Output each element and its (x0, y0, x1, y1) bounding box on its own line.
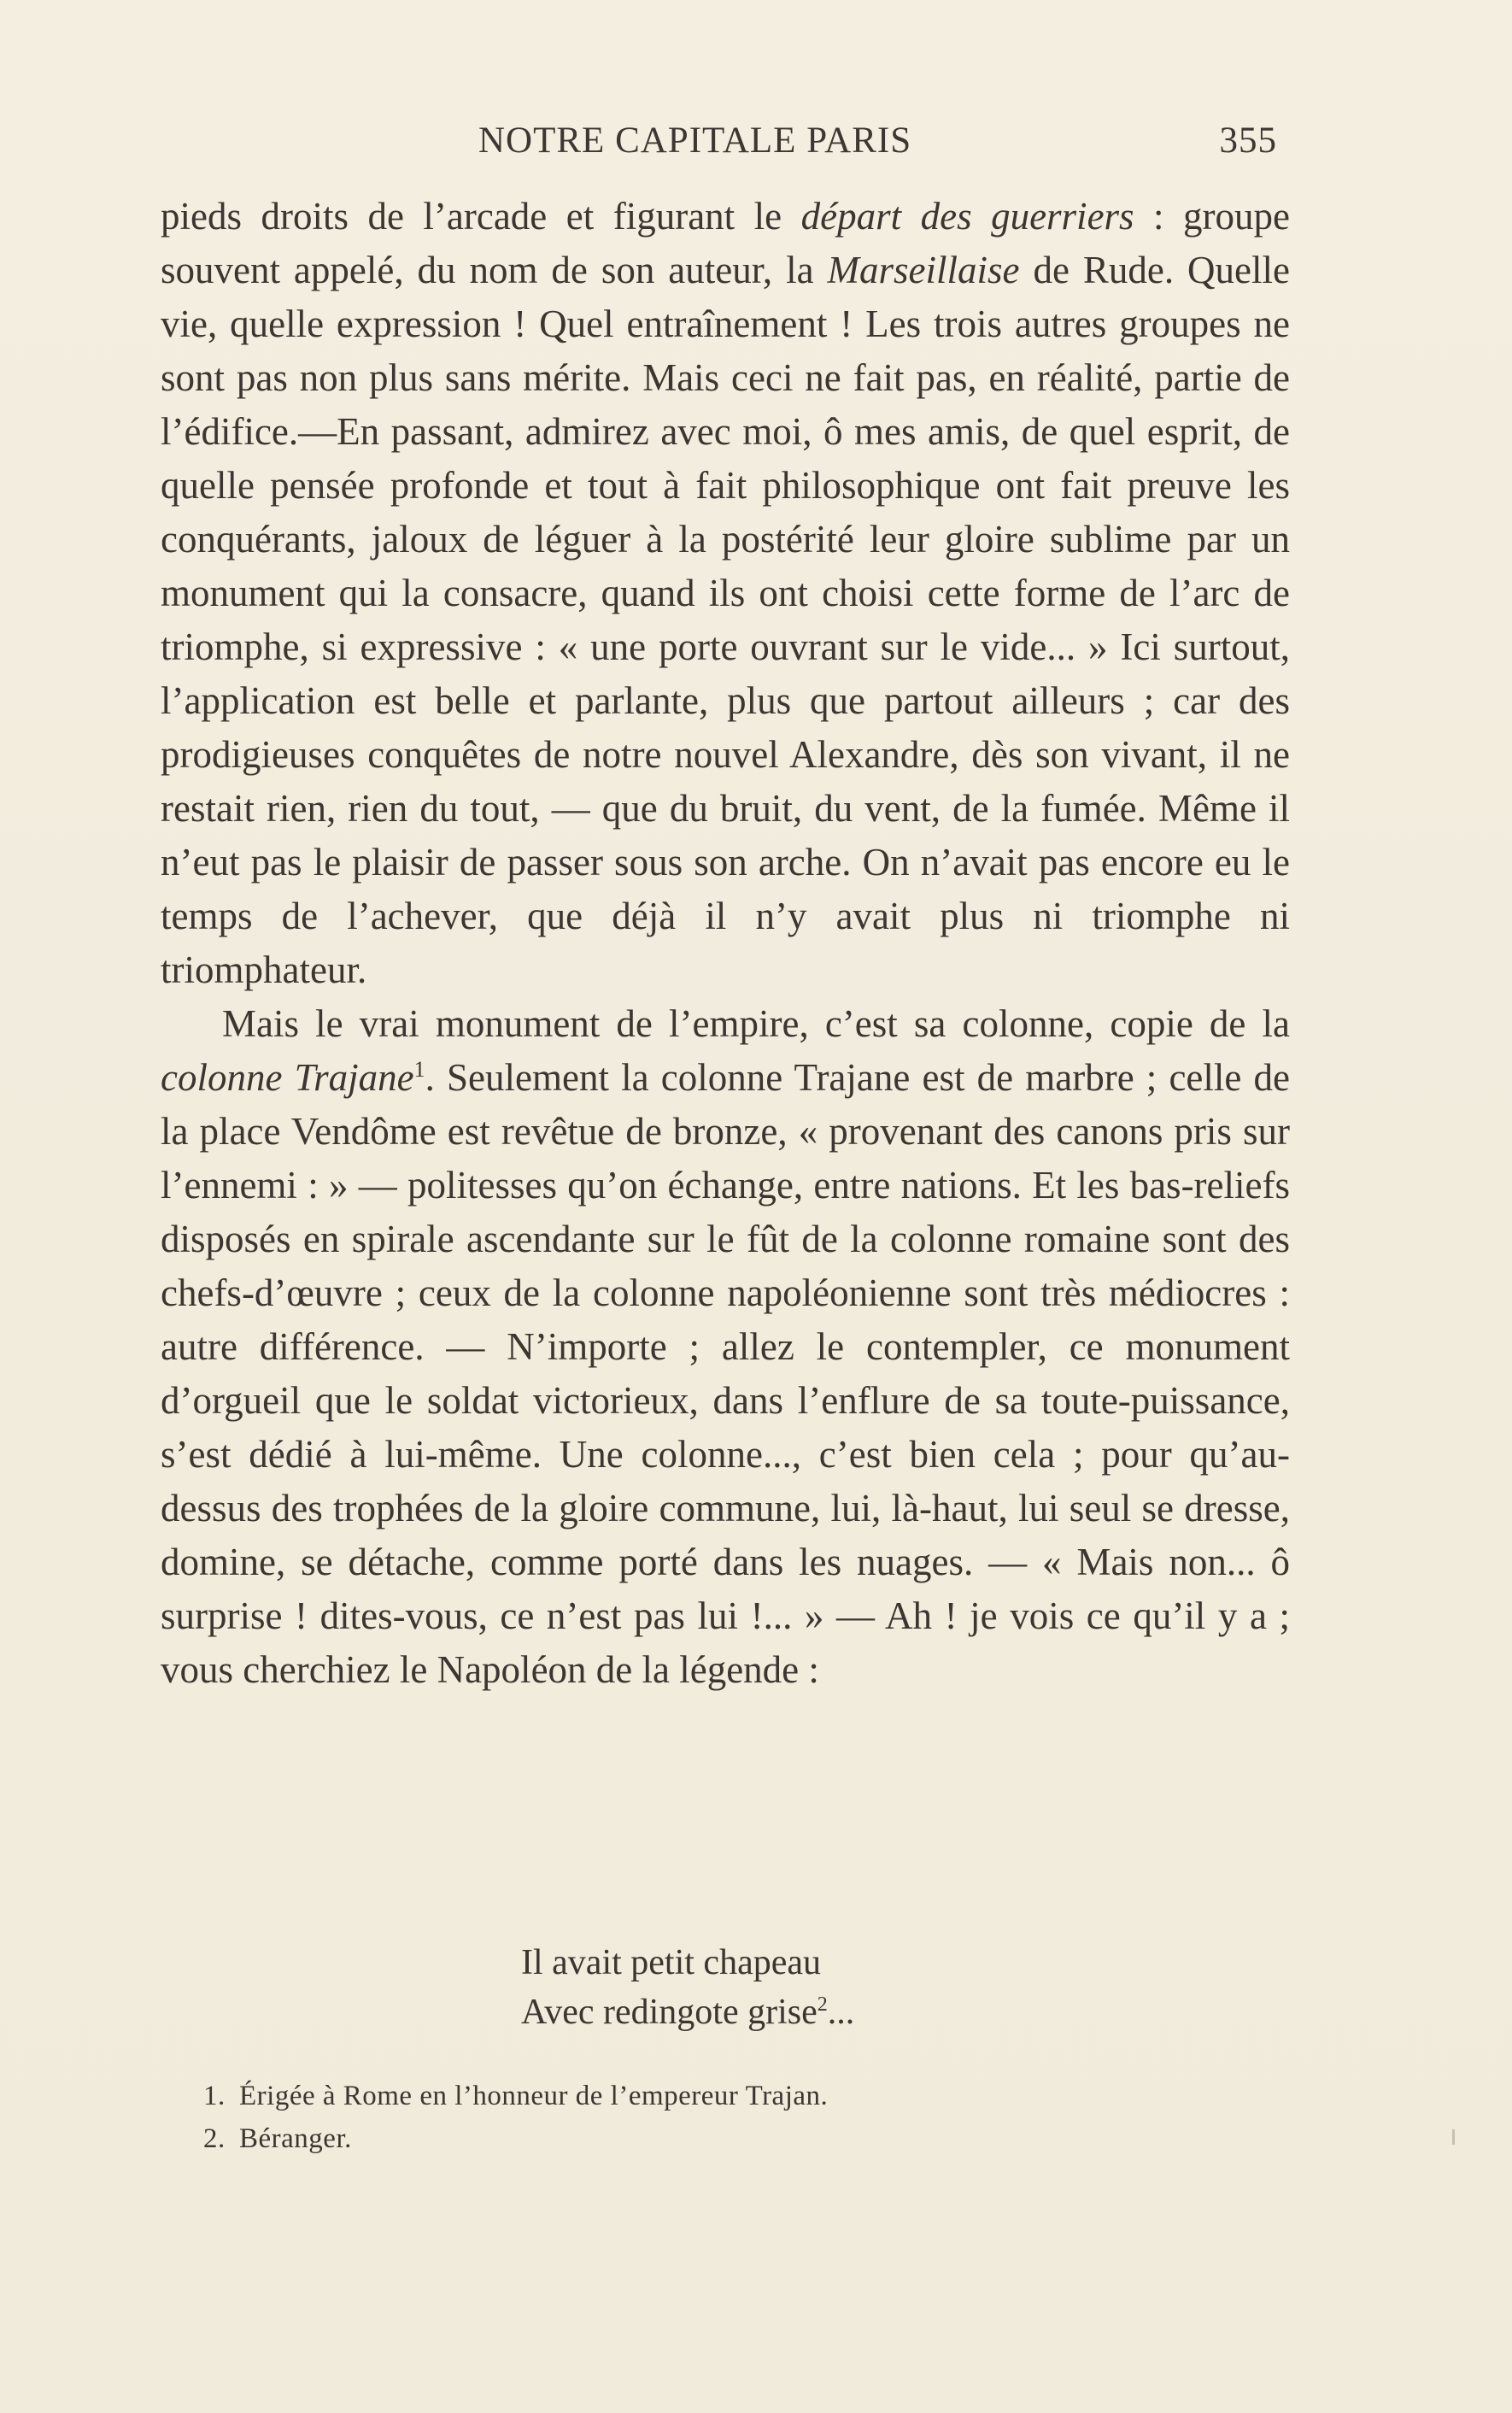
footnote-2-text: Béranger. (239, 2123, 352, 2154)
verse-line-1: Il avait petit chapeau (521, 1943, 821, 1982)
p1-italic-depart: départ des guerriers (800, 195, 1134, 238)
verse-quote (521, 1938, 854, 2037)
paragraph-2 (161, 997, 1290, 1697)
margin-mark (1452, 2129, 1455, 2145)
footnote-ref-1: 1 (413, 1057, 425, 1082)
footnotes (203, 2075, 828, 2160)
p1-text-c: de Rude. Quelle vie, quelle expression ! Quel entraînement ! Les trois autres groupes ne sont pas non plus sans mérite. Mais ceci ne fait pas, en réalité, partie de l’édifice.—En passant, admirez avec moi, ô mes amis, de quel esprit, de quelle pensée profonde et tout à fait philosophique ont fait preuve les conquérants, jaloux de léguer à la postérité leur gloire sublime par un monument qui la consacre, quand ils ont choisi cette forme de l’arc de triomphe, si expressive : « une porte ouvrant sur le vide... » Ici surtout, l’application est belle et parlante, plus que partout ailleurs ; car des prodigieuses conquêtes de notre nouvel Alexandre, dès son vivant, il ne restait rien, rien du tout, — que du bruit, du vent, de la fumée. Même il n’eut pas le plaisir de passer sous son arche. On n’avait pas encore eu le temps de l’achever, que déjà il n’y avait plus ni triomphe ni triomphateur. (161, 249, 1290, 991)
page-number: 355 (1219, 120, 1277, 161)
body-text (161, 190, 1290, 1697)
p1-text-a: pieds droits de l’arcade et figurant le (161, 195, 801, 238)
running-head (478, 120, 1277, 171)
p2-text-a: Mais le vrai monument de l’empire, c’est sa colonne, copie de la (222, 1002, 1290, 1045)
footnote-2-number: 2. (203, 2123, 226, 2154)
verse-line-2-text: Avec redingote grise (521, 1993, 818, 2032)
footnote-ref-2: 2 (817, 1993, 828, 2016)
footnote-1-text: Érigée à Rome en l’honneur de l’empereur Trajan. (239, 2081, 829, 2111)
verse-line-2 (521, 1987, 854, 2037)
running-title: NOTRE CAPITALE PARIS (478, 120, 912, 161)
footnote-1-number: 1. (203, 2081, 226, 2111)
paragraph-1 (161, 190, 1290, 997)
p2-italic-trajane: colonne Trajane (161, 1056, 414, 1099)
footnote-2 (203, 2117, 828, 2160)
p1-italic-marseillaise: Marseillaise (827, 249, 1020, 291)
footnote-1 (203, 2075, 828, 2117)
verse-line-2-ellipsis: ... (827, 1993, 855, 2032)
p2-text-b: . Seulement la colonne Trajane est de marbre ; celle de la place Vendôme est revêtue de bronze, « provenant des canons pris sur l’ennemi : » — politesses qu’on échange, entre nations. Et les bas-reliefs disposés en spirale ascendante sur le fût de la colonne romaine sont des chefs-d’œuvre ; ceux de la colonne napoléonienne sont très médiocres : autre différence. — N’importe ; allez le contempler, ce monument d’orgueil que le soldat victorieux, dans l’enflure de sa toute-puissance, s’est dédié à lui-même. Une colonne..., c’est bien cela ; pour qu’au-dessus des trophées de la gloire commune, lui, là-haut, lui seul se dresse, domine, se détache, comme porté dans les nuages. — « Mais non... ô surprise ! dites-vous, ce n’est pas lui !... » — Ah ! je vois ce qu’il y a ; vous cherchiez le Napoléon de la légende : (161, 1056, 1290, 1691)
p1-text-b: : groupe souvent appelé, du nom de son auteur, la (161, 195, 1290, 291)
